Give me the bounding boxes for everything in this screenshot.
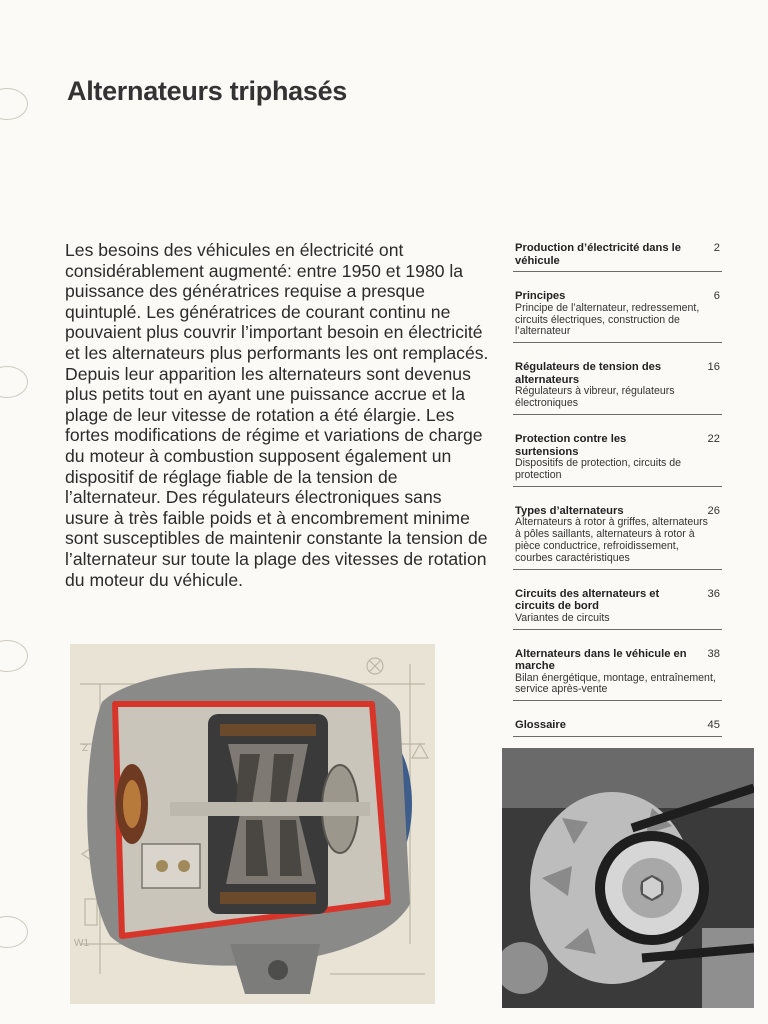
toc-entry-description: Bilan énergétique, montage, entraînement, service après-vente <box>515 671 716 696</box>
toc-entry-title: Alternateurs dans le véhicule en marche <box>515 647 687 673</box>
punch-hole <box>0 88 28 120</box>
toc-entry-title: Protection contre les surtensions <box>515 432 627 458</box>
toc-entry-title: Types d’alternateurs <box>515 504 624 517</box>
toc-entry[interactable] <box>513 427 722 487</box>
toc-entry-description: Alternateurs à rotor à griffes, alternateurs à pôles saillants, alternateurs à rotor à pièce conductrice, refroidissement, courbes caractéristiques <box>515 516 708 564</box>
punch-hole <box>0 640 28 672</box>
toc-entry[interactable] <box>513 499 722 570</box>
toc-entry-title: Principes <box>515 290 566 303</box>
toc-entry-description: Variantes de circuits <box>515 611 610 624</box>
toc-entry-description: Dispositifs de protection, circuits de protection <box>515 457 682 481</box>
toc-entry-page: 22 <box>707 432 720 445</box>
toc-entry-page: 2 <box>713 242 720 254</box>
toc-entry[interactable] <box>513 284 722 343</box>
toc-entry-page: 38 <box>707 647 720 660</box>
toc-entry-title: Régulateurs de tension des alternateurs <box>515 361 662 386</box>
toc-entry-title: Glossaire <box>515 719 566 732</box>
toc-entry-description: Régulateurs à vibreur, régulateurs électroniques <box>515 385 675 410</box>
toc-entry-page: 6 <box>713 290 720 303</box>
toc-entry-page: 45 <box>707 719 720 732</box>
toc-entry-page: 36 <box>707 587 720 600</box>
toc-entry[interactable] <box>513 642 722 702</box>
table-of-contents <box>513 236 722 784</box>
svg-text:Z: Z <box>82 743 89 754</box>
toc-entry-title: Circuits des alternateurs et circuits de bord <box>515 587 660 613</box>
intro-paragraph: Les besoins des véhicules en électricité ont considérablement augmenté: entre 1950 et 1980 la puissance des génératrices requise a presque quintuplé. Les génératrices de courant continu ne pouvaient plus couvrir l’important besoin en électricité et les alternateurs plus performants les ont remplacés. Depuis leur apparition les alternateurs sont devenus plus petits tout en ayant une puissance accrue et la plage de leur vitesse de rotation a été élargie. Les fortes modifications de régime et variations de charge du moteur à combustion supposent également un dispositif de réglage fiable de la tension de l’alternateur. Des régulateurs électroniques sans usure à très faible poids et à encombrement minime sont susceptibles de maintenir constante la tension de l’alternateur sur toute la plage des vitesses de rotation du moteur du véhicule. <box>65 240 489 590</box>
toc-entry[interactable] <box>513 236 722 272</box>
page-title: Alternateurs triphasés <box>67 76 347 106</box>
svg-text:W1: W1 <box>74 938 89 949</box>
toc-entry-title: Production d’électricité dans le véhicule <box>515 242 681 267</box>
toc-entry[interactable] <box>513 582 722 630</box>
engine-bay-photo <box>502 748 754 1008</box>
toc-entry-description: Principe de l’alternateur, redressement, circuits électriques, construction de l’alternateur <box>515 301 700 338</box>
toc-entry[interactable] <box>513 355 722 415</box>
toc-entry-page: 26 <box>707 504 720 517</box>
punch-hole <box>0 366 28 398</box>
toc-entry[interactable] <box>513 713 722 737</box>
alternator-cutaway-illustration <box>70 644 435 1004</box>
punch-hole <box>0 916 28 948</box>
toc-entry-page: 16 <box>707 361 720 374</box>
